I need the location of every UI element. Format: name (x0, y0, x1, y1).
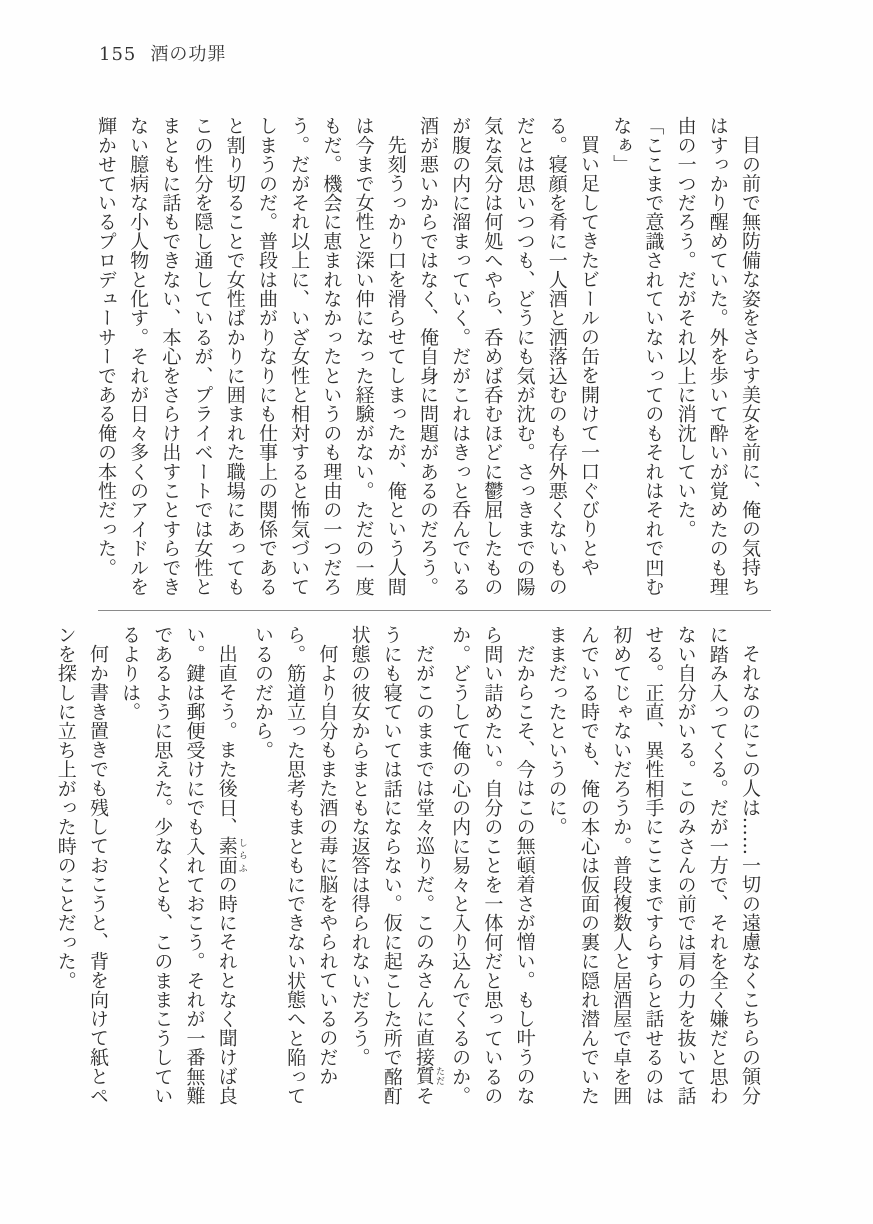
paragraph: それなのにこの人は……一切の遠慮なくこちらの領分に踏み入ってくる。だが一方で、それを全く嫌だと思わない自分がいる。このみさんの前では肩の力を抜いて話せる。正直、異性相手にここまですらすらと話せるのは初めてじゃないだろうか。普段複数人と居酒屋で卓を囲んでいる時でも、俺の本心は仮面の裏に隠れ潜んでいたままだったというのに。 (545, 625, 761, 1105)
ruby-annotated-word: 質 ただ (412, 1066, 444, 1086)
running-header (99, 40, 226, 66)
paragraph: 目の前で無防備な姿をさらす美女を前に、俺の気持ちはすっかり醒めていた。外を歩いて酔いが覚めたのも理由の一つだろう。だがそれ以上に消沈していた。 (674, 116, 761, 596)
paragraph: 何より自分もまた酒の毒に脳をやられているのだから。筋道立った思考もまともにできない状態へと陥っているのだから。 (251, 625, 339, 1105)
text-block-bottom (50, 625, 766, 1121)
paragraph: 「ここまで意識されていないってのもそれはそれで凹むなぁ」 (610, 116, 665, 596)
text-block-top (90, 116, 766, 612)
page-number: 155 (99, 44, 137, 65)
section-divider (98, 610, 771, 611)
paragraph: だからこそ、今はこの無頓着さが憎い。もし叶うのなら問い詰めたい。自分のことを一体何だと思っているのか。どうして俺の心の内に易々と入り込んでくるのか。 (449, 625, 536, 1105)
chapter-title: 酒の功罪 (150, 44, 227, 65)
ruby-annotated-word: 素面 しらふ (215, 836, 247, 875)
paragraph: だがこのままでは堂々巡りだ。このみさんに直接質 ただそうにも寝ていては話にならない。仮に起こした所で酩酊状態の彼女からまともな返答は得られないだろう。 (348, 625, 444, 1105)
paragraph: 先刻うっかり口を滑らせてしまったが、俺という人間は今まで女性と深い仲になった経験がない。ただの一度もだ。機会に恵まれなかったというのも理由の一つだろう。だがそれ以上に、いざ女性と相対すると怖気づいてしまうのだ。普段は曲がりなりにも仕事上の関係であると割り切ることで女性ばかりに囲まれた職場にあってもこの性分を隠し通しているが、プライベートでは女性とまともに話もできない、本心をさらけ出すことすらできない臆病な小人物と化す。それが日々多くのアイドルを輝かせているプロデューサーである俺の本性だった。 (94, 116, 407, 596)
paragraph: 何か書き置きでも残しておこうと、背を向けて紙とペンを探しに立ち上がった時のことだった。 (54, 625, 109, 1105)
paragraph: 買い足してきたビールの缶を開けて一口ぐびりとやる。寝顔を肴に一人酒と洒落込むのも存外悪くないものだとは思いつつも、どうにも気が沈む。さっきまでの陽気な気分は何処へやら、呑めば呑むほどに鬱屈したものが腹の内に溜まっていく。だがこれはきっと呑んでいる酒が悪いからではなく、俺自身に問題があるのだろう。 (416, 116, 600, 596)
paragraph: 出直そう。また後日、素面 しらふの時にそれとなく聞けば良い。鍵は郵便受けにでも入れておこう。それが一番無難であるように思えた。少なくとも、このままこうしているよりは。 (119, 625, 247, 1105)
